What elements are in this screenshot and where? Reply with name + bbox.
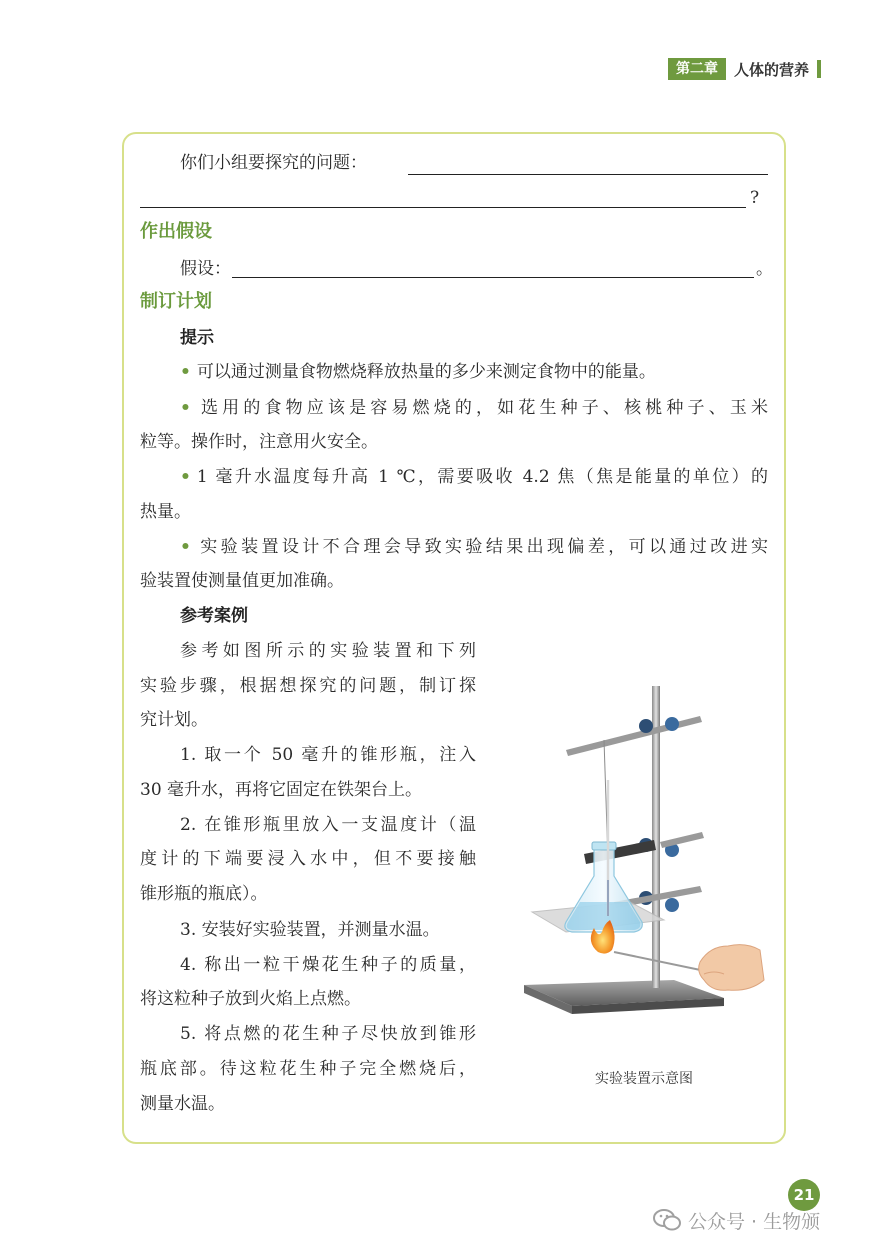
bullet-dot-icon: • [180, 398, 191, 418]
hand-holding-needle [699, 945, 764, 991]
case-heading: 参考案例 [180, 606, 248, 626]
tip-text: 1 毫升水温度每升高 1 ℃，需要吸收 4.2 焦（焦是能量的单位）的 [196, 467, 768, 487]
question-blank-line-2[interactable] [140, 207, 746, 208]
bullet-dot-icon: • [180, 467, 191, 487]
case-step: 2. 在锥形瓶里放入一支温度计（温 [180, 815, 476, 835]
tip-item [180, 535, 768, 559]
case-line: 实验步骤，根据想探究的问题，制订探 [140, 676, 476, 696]
tip-text: 热量。 [140, 502, 191, 522]
case-step: 30 毫升水，再将它固定在铁架台上。 [140, 780, 423, 800]
case-step: 3. 安装好实验装置，并测量水温。 [180, 920, 440, 940]
plan-heading: 制订计划 [140, 291, 212, 312]
chapter-header [668, 58, 821, 80]
figure-caption: 实验装置示意图 [595, 1071, 693, 1087]
tip-item [180, 360, 656, 384]
wechat-icon [652, 1207, 682, 1233]
case-step: 5. 将点燃的花生种子尽快放到锥形 [180, 1024, 476, 1044]
page-number: 21 [788, 1179, 820, 1211]
hypothesis-heading: 作出假设 [140, 221, 212, 242]
tip-text: 实验装置设计不合理会导致实验结果出现偏差，可以通过改进实 [196, 537, 768, 557]
case-step: 4. 称出一粒干燥花生种子的质量， [180, 955, 476, 975]
question-end-mark: ? [750, 188, 760, 208]
hypothesis-label: 假设： [180, 259, 231, 279]
tip-text: 可以通过测量食物燃烧释放热量的多少来测定食物中的能量。 [196, 362, 656, 382]
case-line: 参考如图所示的实验装置和下列 [180, 641, 476, 661]
tip-text: 粒等。操作时，注意用火安全。 [140, 432, 378, 452]
watermark [652, 1206, 820, 1234]
bullet-dot-icon: • [180, 362, 191, 382]
chapter-tag: 第二章 [668, 58, 726, 80]
top-clamp-rod [566, 716, 702, 756]
case-step: 测量水温。 [140, 1094, 225, 1114]
tip-item [180, 465, 768, 489]
hypothesis-end-mark: 。 [756, 259, 773, 279]
case-step: 瓶底部。待这粒花生种子完全燃烧后， [140, 1059, 476, 1079]
question-blank-line-1[interactable] [408, 174, 768, 175]
case-step: 1. 取一个 50 毫升的锥形瓶，注入 [180, 745, 476, 765]
tip-item [180, 396, 768, 420]
chapter-title: 人体的营养 [733, 60, 809, 79]
case-step: 将这粒种子放到火焰上点燃。 [140, 989, 361, 1009]
tip-text: 验装置使测量值更加准确。 [140, 571, 344, 591]
tip-text: 选用的食物应该是容易燃烧的，如花生种子、核桃种子、玉米 [196, 398, 768, 418]
question-label: 你们小组要探究的问题： [180, 153, 367, 173]
case-line: 究计划。 [140, 710, 208, 730]
watermark-text: 公众号 · 生物颁 [688, 1210, 821, 1233]
header-accent-bar [817, 60, 821, 78]
apparatus-illustration [514, 680, 774, 1020]
hypothesis-blank-line[interactable] [232, 277, 754, 278]
case-step: 锥形瓶的瓶底）。 [140, 884, 268, 904]
case-step: 度计的下端要浸入水中，但不要接触 [140, 849, 476, 869]
tips-heading: 提示 [180, 328, 214, 348]
bullet-dot-icon: • [180, 537, 191, 557]
